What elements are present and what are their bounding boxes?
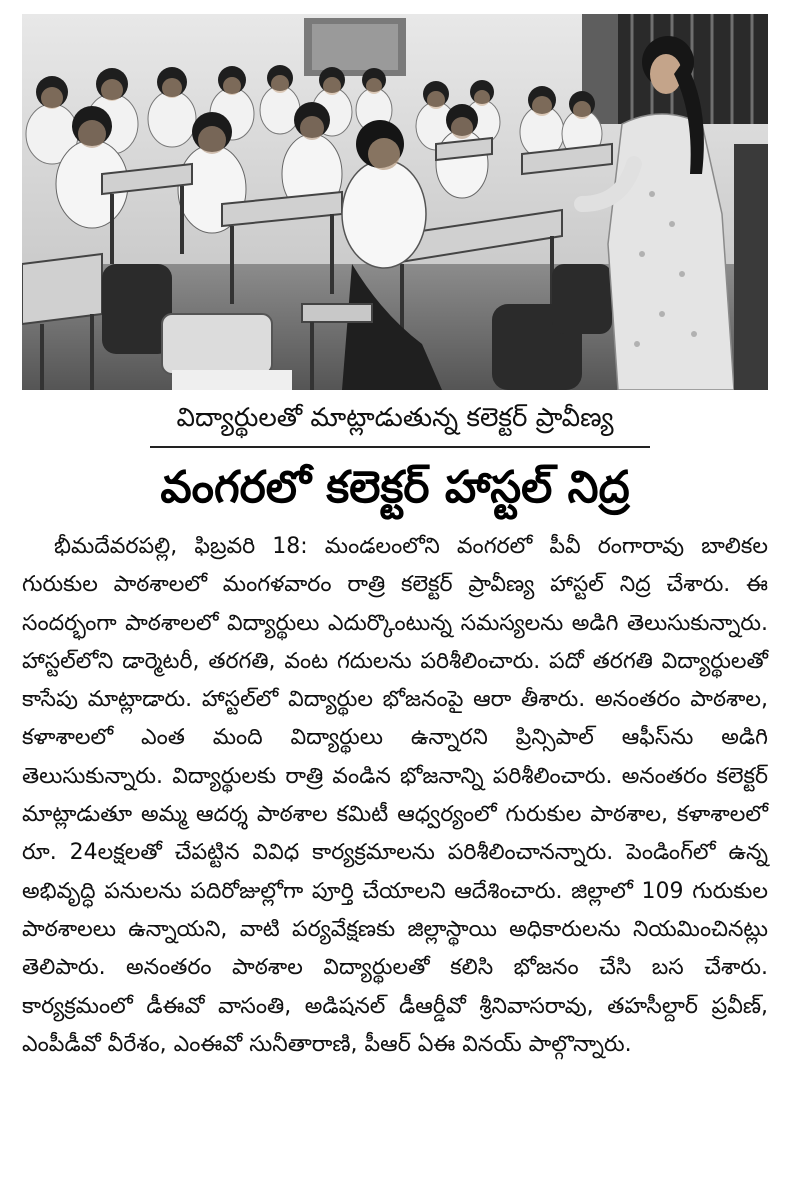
article-headline: వంగరలో కలెక్టర్ హాస్టల్ నిద్ర bbox=[160, 462, 630, 513]
article-body bbox=[22, 528, 768, 1064]
article-paragraph: భీమదేవరపల్లి, ఫిబ్రవరి 18: మండలంలోని వంగరలో పీవీ రంగారావు బాలికల గురుకుల పాఠశాలలో మంగళవారం రాత్రి కలెక్టర్ ప్రావీణ్య హాస్టల్ నిద్ర చేశారు. ఈ సందర్భంగా పాఠశాలలో విద్యార్థులు ఎదుర్కొంటున్న సమస్యలను అడిగి తెలుసుకున్నారు. హాస్టల్‌లోని డార్మెటరీ, తరగతి, వంట గదులను పరిశీలించారు. పదో తరగతి విద్యార్థులతో కాసేపు మాట్లాడారు. హాస్టల్‌లో విద్యార్థుల భోజనంపై ఆరా తీశారు. అనంతరం పాఠశాల, కళాశాలలో ఎంత మంది విద్యార్థులు ఉన్నారని ప్రిన్సిపాల్ ఆఫీస్‌ను అడిగి తెలుసుకున్నారు. విద్యార్థులకు రాత్రి వండిన భోజనాన్ని పరిశీలించారు. అనంతరం కలెక్టర్ మాట్లాడుతూ అమ్మ ఆదర్శ పాఠశాల కమిటీ ఆధ్వర్యంలో గురుకుల పాఠశాల, కళాశాలలో రూ. 24లక్షలతో చేపట్టిన వివిధ కార్యక్రమాలను పరిశీలించానన్నారు. పెండింగ్‌లో ఉన్న అభివృద్ధి పనులను పదిరోజుల్లోగా పూర్తి చేయాలని ఆదేశించారు. జిల్లాలో 109 గురుకుల పాఠశాలలు ఉన్నాయని, వాటి పర్యవేక్షణకు జిల్లాస్థాయి అధికారులను నియమించినట్లు తెలిపారు. అనంతరం పాఠశాల విద్యార్థులతో కలిసి భోజనం చేసి బస చేశారు. కార్యక్రమంలో డీఈవో వాసంతి, అడిషనల్ డీఆర్డీవో శ్రీనివాసరావు, తహసీల్దార్ ప్రవీణ్, ఎంపీడీవో వీరేశం, ఎంఈవో సునీతారాణి, పీఆర్ ఏఈ వినయ్ పాల్గొన్నారు. bbox=[22, 534, 768, 1057]
clipping-bottom-edge bbox=[0, 1170, 800, 1194]
caption-divider bbox=[150, 446, 650, 448]
classroom-photo bbox=[22, 14, 768, 390]
photo-caption: విద్యార్థులతో మాట్లాడుతున్న కలెక్టర్ ప్రావీణ్య bbox=[176, 403, 614, 433]
classroom-photo-illustration bbox=[22, 14, 768, 390]
